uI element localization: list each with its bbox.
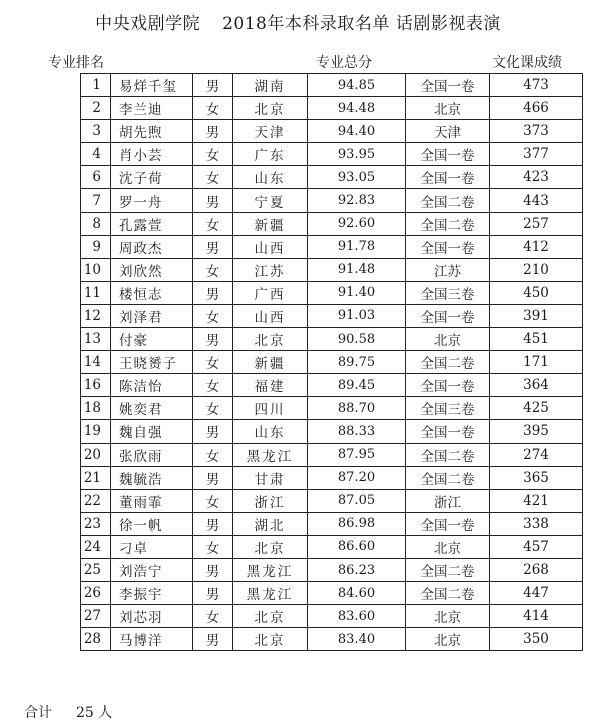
gender-cell: 女 <box>193 143 233 166</box>
table-row <box>81 120 583 143</box>
province-cell: 湖北 <box>233 512 308 535</box>
rank-cell: 4 <box>81 143 111 166</box>
province-cell: 山东 <box>233 166 308 189</box>
score-cell: 88.33 <box>308 420 406 443</box>
table-row <box>81 582 583 605</box>
culture-score-cell: 414 <box>490 605 583 628</box>
rank-cell: 6 <box>81 166 111 189</box>
table-row <box>81 605 583 628</box>
gender-cell: 男 <box>193 512 233 535</box>
table-row <box>81 558 583 581</box>
score-cell: 93.95 <box>308 143 406 166</box>
gender-cell: 男 <box>193 466 233 489</box>
rank-cell: 10 <box>81 258 111 281</box>
culture-score-cell: 450 <box>490 281 583 304</box>
name-cell: 易烊千玺 <box>111 74 193 97</box>
score-cell: 90.58 <box>308 328 406 351</box>
exam-cell: 全国一卷 <box>406 374 490 397</box>
name-cell: 刘芯羽 <box>111 605 193 628</box>
culture-score-cell: 447 <box>490 582 583 605</box>
gender-cell: 女 <box>193 304 233 327</box>
score-cell: 92.60 <box>308 212 406 235</box>
score-cell: 92.83 <box>308 189 406 212</box>
province-cell: 江苏 <box>233 258 308 281</box>
province-cell: 北京 <box>233 605 308 628</box>
score-cell: 94.40 <box>308 120 406 143</box>
gender-cell: 女 <box>193 489 233 512</box>
table-row <box>81 189 583 212</box>
exam-cell: 江苏 <box>406 258 490 281</box>
exam-cell: 全国一卷 <box>406 166 490 189</box>
province-cell: 黑龙江 <box>233 443 308 466</box>
score-cell: 89.45 <box>308 374 406 397</box>
score-cell: 86.98 <box>308 512 406 535</box>
name-cell: 孔露萱 <box>111 212 193 235</box>
province-cell: 黑龙江 <box>233 558 308 581</box>
culture-score-cell: 466 <box>490 97 583 120</box>
culture-score-cell: 210 <box>490 258 583 281</box>
name-cell: 魏自强 <box>111 420 193 443</box>
score-cell: 86.60 <box>308 535 406 558</box>
name-cell: 刘欣然 <box>111 258 193 281</box>
table-row <box>81 397 583 420</box>
exam-cell: 全国三卷 <box>406 397 490 420</box>
gender-cell: 男 <box>193 120 233 143</box>
score-cell: 87.05 <box>308 489 406 512</box>
table-row <box>81 535 583 558</box>
gender-cell: 女 <box>193 97 233 120</box>
province-cell: 山东 <box>233 420 308 443</box>
province-cell: 黑龙江 <box>233 582 308 605</box>
exam-cell: 全国二卷 <box>406 558 490 581</box>
culture-score-cell: 421 <box>490 489 583 512</box>
name-cell: 刘泽君 <box>111 304 193 327</box>
table-row <box>81 97 583 120</box>
rank-cell: 27 <box>81 605 111 628</box>
gender-cell: 女 <box>193 212 233 235</box>
name-cell: 徐一帆 <box>111 512 193 535</box>
name-cell: 楼恒志 <box>111 281 193 304</box>
exam-cell: 全国二卷 <box>406 443 490 466</box>
culture-score-cell: 423 <box>490 166 583 189</box>
gender-cell: 男 <box>193 281 233 304</box>
score-cell: 93.05 <box>308 166 406 189</box>
exam-cell: 天津 <box>406 120 490 143</box>
exam-cell: 北京 <box>406 628 490 651</box>
culture-score-cell: 274 <box>490 443 583 466</box>
rank-cell: 14 <box>81 351 111 374</box>
culture-score-cell: 257 <box>490 212 583 235</box>
score-cell: 91.40 <box>308 281 406 304</box>
culture-score-cell: 373 <box>490 120 583 143</box>
province-cell: 新疆 <box>233 212 308 235</box>
province-cell: 北京 <box>233 97 308 120</box>
rank-cell: 28 <box>81 628 111 651</box>
gender-cell: 女 <box>193 374 233 397</box>
rank-cell: 11 <box>81 281 111 304</box>
culture-score-cell: 391 <box>490 304 583 327</box>
province-cell: 浙江 <box>233 489 308 512</box>
name-cell: 胡先煦 <box>111 120 193 143</box>
gender-cell: 女 <box>193 605 233 628</box>
exam-cell: 全国一卷 <box>406 143 490 166</box>
score-cell: 89.75 <box>308 351 406 374</box>
rank-cell: 21 <box>81 466 111 489</box>
culture-score-cell: 473 <box>490 74 583 97</box>
province-cell: 广东 <box>233 143 308 166</box>
gender-cell: 女 <box>193 397 233 420</box>
rank-cell: 9 <box>81 235 111 258</box>
table-row <box>81 328 583 351</box>
table-row <box>81 374 583 397</box>
exam-cell: 全国二卷 <box>406 582 490 605</box>
table-row <box>81 74 583 97</box>
rank-cell: 1 <box>81 74 111 97</box>
exam-cell: 全国二卷 <box>406 212 490 235</box>
table-row <box>81 212 583 235</box>
exam-cell: 全国一卷 <box>406 420 490 443</box>
culture-score-cell: 365 <box>490 466 583 489</box>
rank-cell: 22 <box>81 489 111 512</box>
province-cell: 北京 <box>233 328 308 351</box>
exam-cell: 北京 <box>406 605 490 628</box>
document-title <box>0 9 596 34</box>
province-cell: 宁夏 <box>233 189 308 212</box>
table-row <box>81 443 583 466</box>
gender-cell: 男 <box>193 328 233 351</box>
table-row <box>81 512 583 535</box>
name-cell: 陈洁怡 <box>111 374 193 397</box>
list-name: 2018年本科录取名单 <box>222 14 390 34</box>
table-row <box>81 489 583 512</box>
score-cell: 84.60 <box>308 582 406 605</box>
table-row <box>81 166 583 189</box>
name-cell: 周政杰 <box>111 235 193 258</box>
rank-cell: 16 <box>81 374 111 397</box>
province-cell: 新疆 <box>233 351 308 374</box>
exam-cell: 北京 <box>406 97 490 120</box>
culture-score-cell: 395 <box>490 420 583 443</box>
culture-score-cell: 268 <box>490 558 583 581</box>
exam-cell: 全国三卷 <box>406 281 490 304</box>
exam-cell: 北京 <box>406 535 490 558</box>
name-cell: 魏毓浩 <box>111 466 193 489</box>
rank-cell: 13 <box>81 328 111 351</box>
major-name: 话剧影视表演 <box>395 14 501 34</box>
province-cell: 四川 <box>233 397 308 420</box>
culture-score-cell: 338 <box>490 512 583 535</box>
gender-cell: 女 <box>193 258 233 281</box>
gender-cell: 女 <box>193 351 233 374</box>
table-body <box>81 74 583 651</box>
rank-cell: 7 <box>81 189 111 212</box>
name-cell: 李兰迪 <box>111 97 193 120</box>
exam-cell: 全国二卷 <box>406 189 490 212</box>
total-label: 合计 <box>24 705 52 721</box>
rank-cell: 19 <box>81 420 111 443</box>
score-cell: 91.48 <box>308 258 406 281</box>
culture-score-cell: 377 <box>490 143 583 166</box>
table-row <box>81 304 583 327</box>
exam-cell: 全国一卷 <box>406 74 490 97</box>
name-cell: 董雨霏 <box>111 489 193 512</box>
score-cell: 91.78 <box>308 235 406 258</box>
table-row <box>81 258 583 281</box>
culture-score-cell: 457 <box>490 535 583 558</box>
exam-cell: 全国二卷 <box>406 466 490 489</box>
table-row <box>81 628 583 651</box>
score-cell: 91.03 <box>308 304 406 327</box>
province-cell: 湖南 <box>233 74 308 97</box>
rank-cell: 8 <box>81 212 111 235</box>
score-cell: 87.95 <box>308 443 406 466</box>
culture-score-cell: 350 <box>490 628 583 651</box>
exam-cell: 全国一卷 <box>406 304 490 327</box>
name-cell: 刘浩宁 <box>111 558 193 581</box>
gender-cell: 男 <box>193 558 233 581</box>
culture-score-cell: 364 <box>490 374 583 397</box>
score-cell: 83.40 <box>308 628 406 651</box>
name-cell: 马博洋 <box>111 628 193 651</box>
name-cell: 李振宇 <box>111 582 193 605</box>
culture-score-cell: 171 <box>490 351 583 374</box>
exam-cell: 全国二卷 <box>406 351 490 374</box>
table-row <box>81 235 583 258</box>
score-cell: 83.60 <box>308 605 406 628</box>
gender-cell: 女 <box>193 166 233 189</box>
culture-score-cell: 451 <box>490 328 583 351</box>
score-cell: 88.70 <box>308 397 406 420</box>
rank-cell: 25 <box>81 558 111 581</box>
table-row <box>81 281 583 304</box>
rank-cell: 20 <box>81 443 111 466</box>
score-cell: 94.85 <box>308 74 406 97</box>
score-cell: 86.23 <box>308 558 406 581</box>
culture-score-cell: 425 <box>490 397 583 420</box>
name-cell: 张欣雨 <box>111 443 193 466</box>
exam-cell: 全国一卷 <box>406 512 490 535</box>
table-row <box>81 143 583 166</box>
admission-table <box>80 73 583 651</box>
gender-cell: 女 <box>193 535 233 558</box>
rank-cell: 18 <box>81 397 111 420</box>
name-cell: 肖小芸 <box>111 143 193 166</box>
province-cell: 广西 <box>233 281 308 304</box>
culture-score-cell: 412 <box>490 235 583 258</box>
gender-cell: 男 <box>193 628 233 651</box>
score-cell: 87.20 <box>308 466 406 489</box>
exam-cell: 北京 <box>406 328 490 351</box>
school-name: 中央戏剧学院 <box>95 14 201 34</box>
table-row <box>81 420 583 443</box>
gender-cell: 女 <box>193 443 233 466</box>
province-cell: 甘肃 <box>233 466 308 489</box>
province-cell: 北京 <box>233 535 308 558</box>
name-cell: 姚奕君 <box>111 397 193 420</box>
total-row <box>24 702 112 722</box>
rank-cell: 12 <box>81 304 111 327</box>
culture-score-cell: 443 <box>490 189 583 212</box>
header-rank: 专业排名 <box>48 55 104 71</box>
exam-cell: 全国一卷 <box>406 235 490 258</box>
name-cell: 王晓赟子 <box>111 351 193 374</box>
province-cell: 天津 <box>233 120 308 143</box>
name-cell: 罗一舟 <box>111 189 193 212</box>
total-count: 25 人 <box>76 705 113 721</box>
header-score: 专业总分 <box>316 55 372 71</box>
name-cell: 刁卓 <box>111 535 193 558</box>
province-cell: 福建 <box>233 374 308 397</box>
rank-cell: 23 <box>81 512 111 535</box>
province-cell: 北京 <box>233 628 308 651</box>
rank-cell: 26 <box>81 582 111 605</box>
rank-cell: 2 <box>81 97 111 120</box>
score-cell: 94.48 <box>308 97 406 120</box>
gender-cell: 男 <box>193 420 233 443</box>
name-cell: 沈子荷 <box>111 166 193 189</box>
exam-cell: 浙江 <box>406 489 490 512</box>
gender-cell: 男 <box>193 582 233 605</box>
table-row <box>81 351 583 374</box>
name-cell: 付豪 <box>111 328 193 351</box>
rank-cell: 3 <box>81 120 111 143</box>
header-culture: 文化课成绩 <box>492 55 562 71</box>
gender-cell: 男 <box>193 189 233 212</box>
province-cell: 山西 <box>233 235 308 258</box>
province-cell: 山西 <box>233 304 308 327</box>
rank-cell: 24 <box>81 535 111 558</box>
gender-cell: 男 <box>193 74 233 97</box>
table-row <box>81 466 583 489</box>
gender-cell: 男 <box>193 235 233 258</box>
